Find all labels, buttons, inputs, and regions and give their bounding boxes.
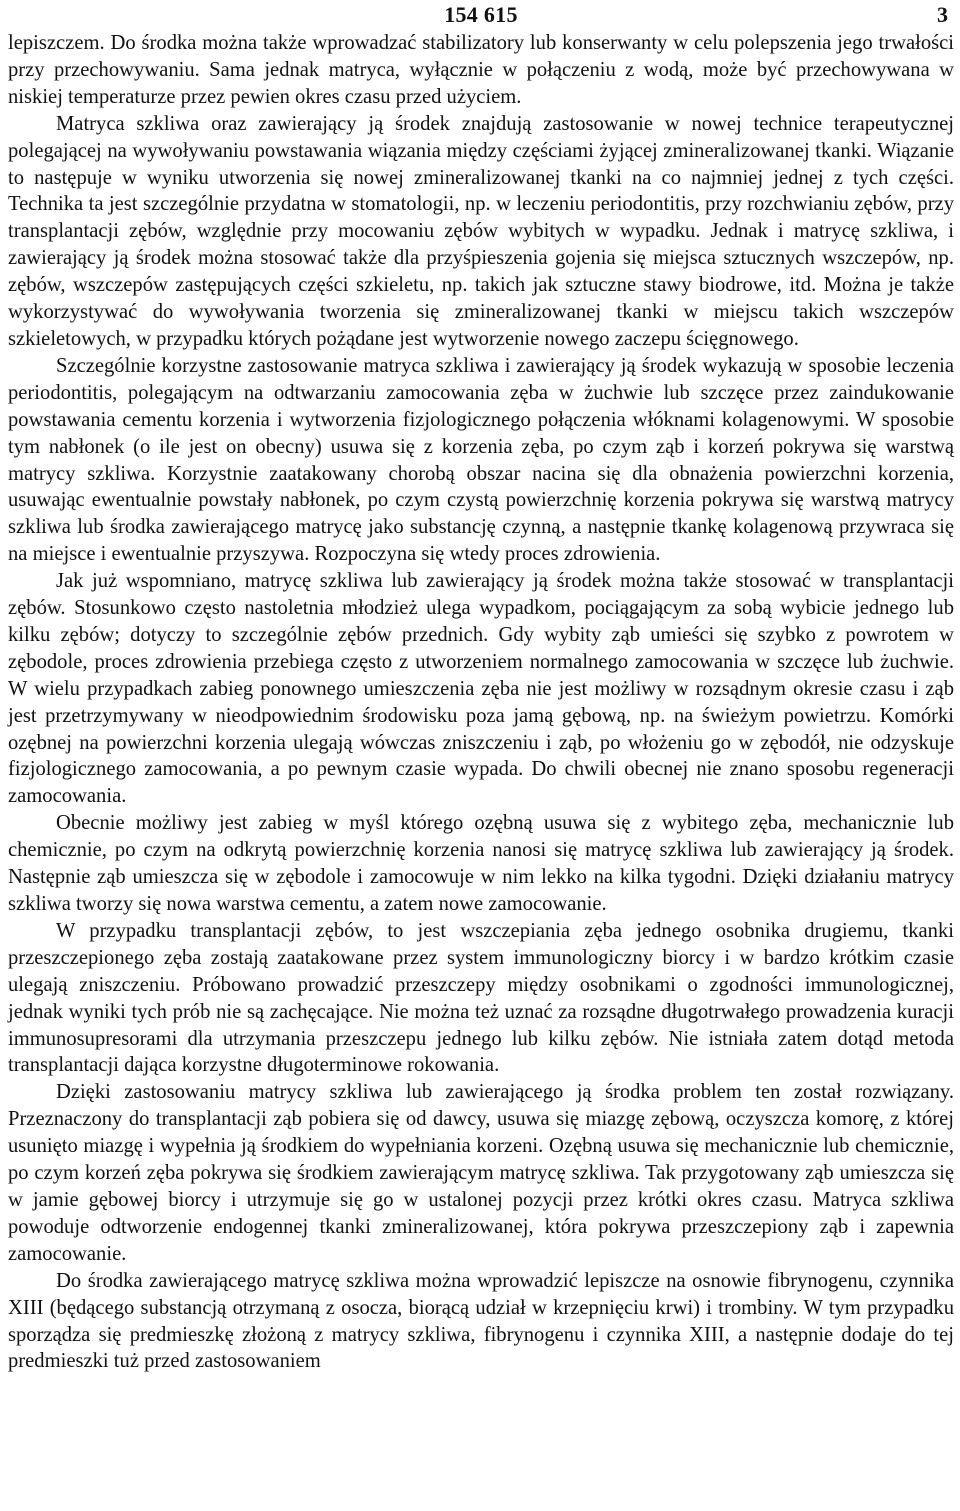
- body-text: [8, 30, 954, 1375]
- paragraph-2: Matryca szkliwa oraz zawierający ją środek znajdują zastosowanie w nowej technice terapeutycznej polegającej na wywoływaniu powstawania wiązania między częściami żyjącej zmineralizowanej tkanki. Wiązanie to następuje w wyniku utworzenia się nowej zmineralizowanej tkanki na co najmniej jednej z tych części. Technika ta jest szczególnie przydatna w stomatologii, np. w leczeniu periodontitis, przy rozchwianiu zębów, przy transplantacji zębów, względnie przy mocowaniu zębów wybitych w wypadku. Jednak i matrycę szkliwa, i zawierający ją środek można stosować także dla przyśpieszenia gojenia się miejsca sztucznych wszczepów, np. zębów, wszczepów zastępujących części szkieletu, np. takich jak sztuczne stawy biodrowe, itd. Można je także wykorzystywać do wywoływania tworzenia się zmineralizowanej tkanki w miejscu takich wszczepów szkieletowych, w przypadku których pożądane jest wytworzenie nowego zaczepu ścięgnowego.: [8, 112, 954, 350]
- paragraph-7: Dzięki zastosowaniu matrycy szkliwa lub zawierającego ją środka problem ten został rozwiązany. Przeznaczony do transplantacji ząb pobiera się od dawcy, usuwa się miazgę zębową, oczyszcza komorę, z której usunięto miazgę i wypełnia ją środkiem do wypełniania korzeni. Ozębną usuwa się mechanicznie lub chemicznie, po czym korzeń zęba pokrywa się środkiem zawierającym matrycę szkliwa. Tak przygotowany ząb umieszcza się w jamie gębowej biorcy i utrzymuje się go w ustalonej pozycji przez krótki okres czasu. Matryca szkliwa powoduje odtworzenie endogennej tkanki zmineralizowanej, która pokrywa przeszczepiony ząb i zapewnia zamocowanie.: [8, 1081, 954, 1265]
- paragraph-4: Jak już wspomniano, matrycę szkliwa lub zawierający ją środek można także stosować w transplantacji zębów. Stosunkowo często nastoletnia młodzież ulega wypadkom, pociągającym za sobą wybicie jednego lub kilku zębów; dotyczy to szczególnie zębów przednich. Gdy wybity ząb umieści się szybko z powrotem w zębodole, proces zdrowienia przebiega często z utworzeniem normalnego zamocowania w szczęce lub żuchwie. W wielu przypadkach zabieg ponownego umieszczenia zęba nie jest możliwy w rozsądnym okresie czasu i ząb jest przetrzymywany w nieodpowiednim środowisku poza jamą gębową, np. na świeżym powietrzu. Komórki ozębnej na powierzchni korzenia ulegają wówczas zniszczeniu i ząb, po włożeniu go w zębodół, nie odzyskuje fizjologicznego zamocowania, a po pewnym czasie wypada. Do chwili obecnej nie znano sposobu regeneracji zamocowania.: [8, 570, 954, 808]
- page-number: 3: [937, 2, 948, 27]
- paragraph-3: Szczególnie korzystne zastosowanie matryca szkliwa i zawierający ją środek wykazują w sposobie leczenia periodontitis, polegającym na odtwarzaniu zamocowania zęba w żuchwie lub szczęce przez zaindukowanie powstawania cementu korzenia i wytworzenia fizjologicznego połączenia włóknami kolagenowymi. W sposobie tym nabłonek (o ile jest on obecny) usuwa się z korzenia zęba, po czym ząb i korzeń pokrywa się warstwą matrycy szkliwa. Korzystnie zaatakowany chorobą obszar nacina się dla obnażenia powierzchni korzenia, usuwając ewentualnie powstały nabłonek, po czym czystą powierzchnię korzenia pokrywa się warstwą matrycy szkliwa lub środka zawierającego matrycę jako substancję czynną, a następnie tkankę kolagenową przywraca się na miejsce i ewentualnie przyszywa. Rozpoczyna się wtedy proces zdrowienia.: [8, 354, 954, 566]
- patent-number: 154 615: [444, 2, 518, 27]
- paragraph-6: W przypadku transplantacji zębów, to jest wszczepiania zęba jednego osobnika drugiemu, tkanki przeszczepionego zęba zostają zaatakowane przez system immunologiczny biorcy i w bardzo krótkim czasie ulegają zniszczeniu. Próbowano prowadzić przeszczepy między osobnikami o zgodności immunologicznej, jednak wyniki tych prób nie są zachęcające. Nie można też uznać za rozsądne długotrwałego prowadzenia kuracji immunosupresorami dla utrzymania przeszczepu jednego lub kilku zębów. Nie istniała zatem dotąd metoda transplantacji dająca korzystne długoterminowe rokowania.: [8, 919, 954, 1077]
- paragraph-5: Obecnie możliwy jest zabieg w myśl którego ozębną usuwa się z wybitego zęba, mechanicznie lub chemicznie, po czym na odkrytą powierzchnię korzenia nanosi się matrycę szkliwa lub zawierający ją środek. Następnie ząb umieszcza się w zębodole i zamocowuje w nim lekko na kilka tygodni. Dzięki działaniu matrycy szkliwa tworzy się nowa warstwa cementu, a zatem nowe zamocowanie.: [8, 812, 954, 915]
- page-header: [8, 0, 954, 30]
- paragraph-1: lepiszczem. Do środka można także wprowadzać stabilizatory lub konserwanty w celu polepszenia jego trwałości przy przechowywaniu. Sama jednak matryca, wyłącznie w połączeniu z wodą, może być przechowywana w niskiej temperaturze przez pewien okres czasu przed użyciem.: [8, 32, 954, 108]
- paragraph-8: Do środka zawierającego matrycę szkliwa można wprowadzić lepiszcze na osnowie fibrynogenu, czynnika XIII (będącego substancją otrzymaną z osocza, biorącą udział w krzepnięciu krwi) i trombiny. W tym przypadku sporządza się predmieszkę złożoną z matrycy szkliwa, fibrynogenu i czynnika XIII, a następnie dodaje do tej predmieszki tuż przed zastosowaniem: [8, 1269, 954, 1373]
